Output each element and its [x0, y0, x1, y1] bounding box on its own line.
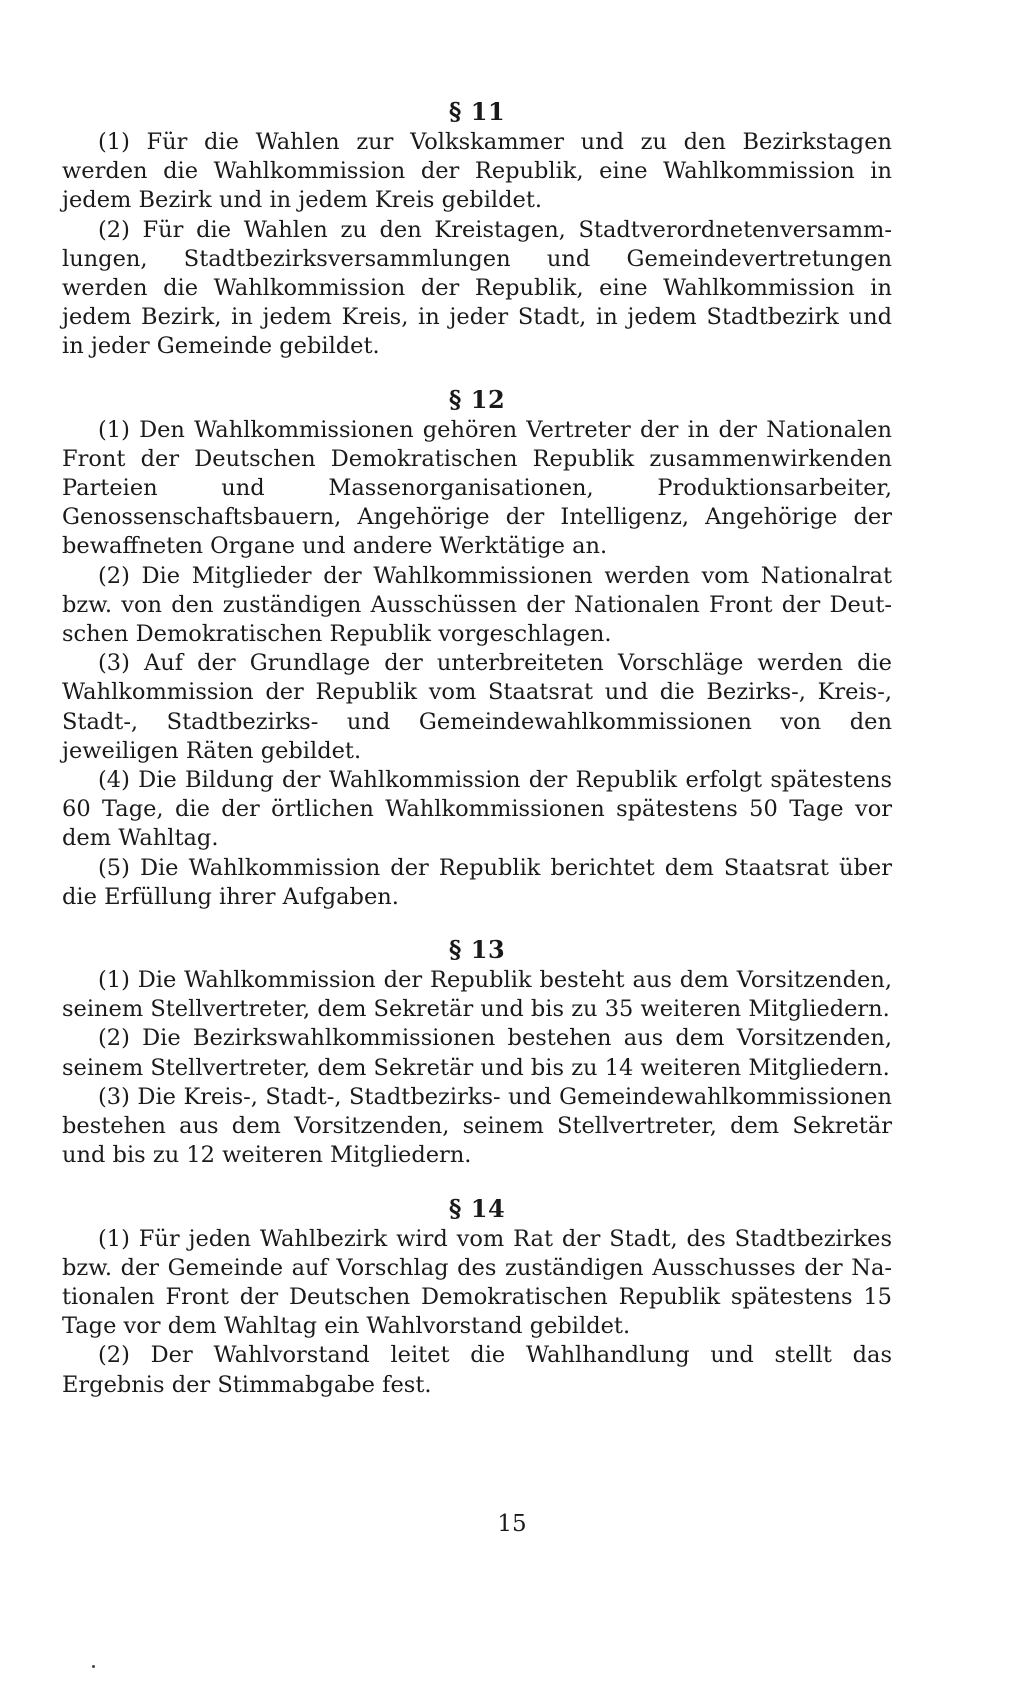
paragraph: (3) Auf der Grundlage der unterbreiteten Vorschläge werden die Wahlkommission der Republik vom Staatsrat und die Bezirks-, Kreis-, Stadt-, Stadtbezirks- und Gemeindewahlkommissionen von den jeweiligen Räten gebildet.	[62, 650, 892, 764]
page-number: 15	[497, 1511, 527, 1537]
document-page	[62, 98, 892, 1424]
paragraph: (2) Für die Wahlen zu den Kreistagen, Stadtverordnetenversammlungen, Stadtbezirksversammlungen und Gemeindevertretungen werden die Wahlkommission der Republik, eine Wahlkommission in jedem Bezirk, in jedem Kreis, in jeder Stadt, in jedem Stadtbezirk und in jeder Gemeinde gebildet.	[62, 216, 892, 360]
scan-speck	[92, 1665, 95, 1668]
section-title: § 11	[448, 97, 506, 126]
section-12	[62, 386, 892, 912]
section-13	[62, 936, 892, 1170]
paragraph: (2) Der Wahlvorstand leitet die Wahlhandlung und stellt das Ergebnis der Stimmabgabe fest.	[62, 1342, 892, 1398]
section-title: § 14	[448, 1193, 506, 1223]
paragraph: (1) Die Wahlkommission der Republik besteht aus dem Vorsitzenden, seinem Stellvertreter, dem Sekretär und bis zu 35 weiteren Mitgliedern.	[62, 967, 892, 1023]
paragraph: (2) Die Mitglieder der Wahlkommissionen werden vom Nationalrat bzw. von den zuständigen Ausschüssen der Nationalen Front der Deutschen Demokratischen Republik vorgeschlagen.	[62, 562, 892, 648]
paragraph: (1) Für die Wahlen zur Volkskammer und zu den Bezirkstagen werden die Wahlkommission der Republik, eine Wahlkommission in jedem Bezirk und in jedem Kreis gebildet.	[62, 129, 892, 214]
paragraph: (2) Die Bezirkswahlkommissionen bestehen aus dem Vorsitzenden, seinem Stellvertreter, dem Sekretär und bis zu 14 weiteren Mitgliedern.	[62, 1025, 892, 1081]
section-title: § 13	[448, 935, 506, 965]
section-14	[62, 1195, 892, 1400]
paragraph: (1) Für jeden Wahlbezirk wird vom Rat der Stadt, des Stadtbezirkes bzw. der Gemeinde auf Vorschlag des zuständigen Ausschusses der Nationalen Front der Deutschen Demokratischen Republik spätestens 15 Tage vor dem Wahltag ein Wahlvorstand gebildet.	[62, 1225, 892, 1340]
paragraph: (5) Die Wahlkommission der Republik berichtet dem Staatsrat über die Erfüllung ihrer Aufgaben.	[62, 854, 892, 910]
section-title: § 12	[448, 384, 506, 414]
paragraph: (4) Die Bildung der Wahlkommission der Republik erfolgt spätestens 60 Tage, die der örtlichen Wahlkommissionen spätestens 50 Tage vor dem Wahltag.	[62, 767, 892, 852]
paragraph: (3) Die Kreis-, Stadt-, Stadtbezirks- und Gemeindewahlkommissionen bestehen aus dem Vorsitzenden, seinem Stellvertreter, dem Sekretär und bis zu 12 weiteren Mitgliedern.	[62, 1083, 892, 1169]
section-11	[62, 98, 892, 362]
paragraph: (1) Den Wahlkommissionen gehören Vertreter der in der Nationalen Front der Deutschen Demokratischen Republik zusammenwirkenden Parteien und Massenorganisationen, Produktionsarbeiter, Genossenschaftsbauern, Angehörige der Intelligenz, Angehörige der bewaffneten Organe und andere Werktätige an.	[62, 416, 892, 560]
